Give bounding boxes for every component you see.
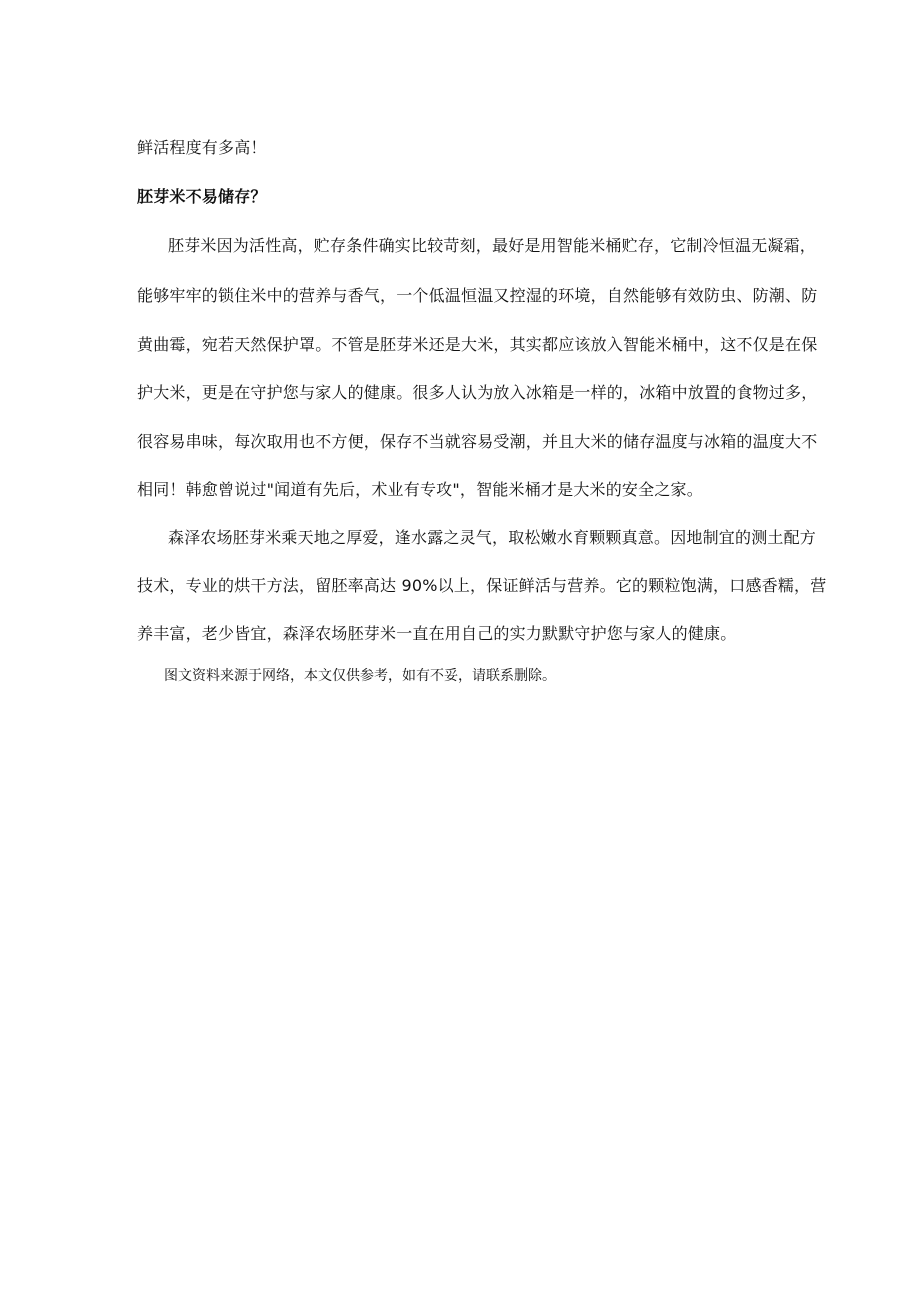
paragraph-line: 技术，专业的烘干方法，留胚率高达 90%以上，保证鲜活与营养。它的颗粒饱满，口感香糯，营 (137, 576, 827, 595)
paragraph-line: 护大米，更是在守护您与家人的健康。很多人认为放入冰箱是一样的，冰箱中放置的食物过多， (137, 383, 818, 402)
paragraph-line: 养丰富，老少皆宜，森泽农场胚芽米一直在用自己的实力默默守护您与家人的健康。 (137, 624, 737, 643)
paragraph-line: 胚芽米因为活性高，贮存条件确实比较苛刻，最好是用智能米桶贮存，它制冷恒温无凝霜， (168, 236, 817, 255)
paragraph-line: 黄曲霉，宛若天然保护罩。不管是胚芽米还是大米，其实都应该放入智能米桶中，这不仅是在保 (137, 335, 818, 354)
paragraph-line: 森泽农场胚芽米乘天地之厚爱，逢水露之灵气，取松嫩水育颗颗真意。因地制宜的测土配方 (168, 528, 817, 547)
paragraph-line: 能够牢牢的锁住米中的营养与香气，一个低温恒温又控湿的环境，自然能够有效防虫、防潮、防 (137, 286, 818, 305)
section-heading: 胚芽米不易储存？ (137, 187, 267, 206)
intro-line: 鲜活程度有多高！ (137, 138, 267, 157)
paragraph-line: 很容易串味，每次取用也不方便，保存不当就容易受潮，并且大米的储存温度与冰箱的温度大不 (137, 432, 818, 451)
paragraph-line: 相同！韩愈曾说过"闻道有先后，术业有专攻"，智能米桶才是大米的安全之家。 (137, 480, 703, 499)
disclaimer-note: 图文资料来源于网络，本文仅供参考，如有不妥，请联系删除。 (164, 668, 556, 684)
